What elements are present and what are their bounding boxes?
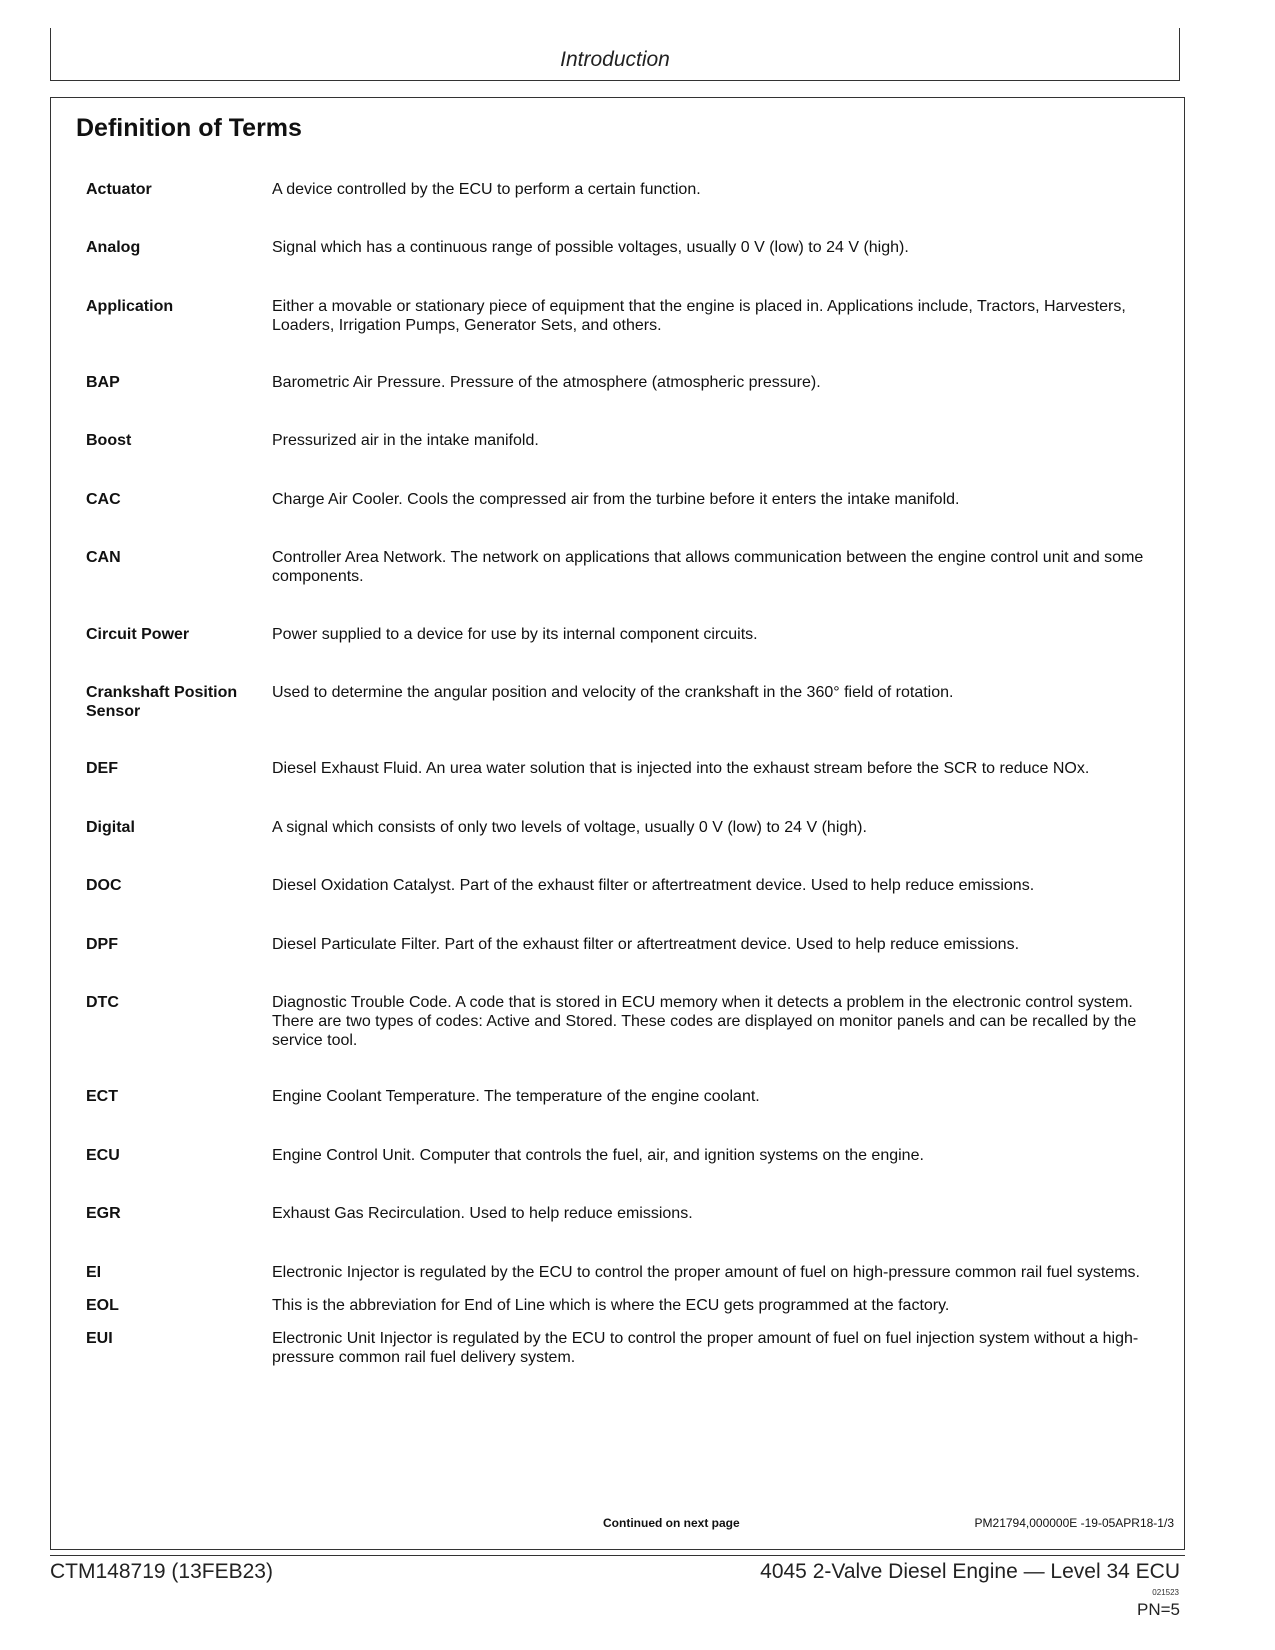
term-label: Analog	[86, 239, 141, 256]
term-label: EGR	[86, 1205, 121, 1222]
term-definition: A signal which consists of only two levels of voltage, usually 0 V (low) to 24 V (high).	[272, 819, 867, 836]
term-label: Actuator	[86, 181, 152, 198]
term-definition: Signal which has a continuous range of possible voltages, usually 0 V (low) to 24 V (high).	[272, 239, 909, 256]
term-definition: Either a movable or stationary piece of equipment that the engine is placed in. Applications include, Tractors, Harvesters, Loaders, Irrigation Pumps, Generator Sets, and others.	[272, 298, 1126, 334]
term-definition: Engine Control Unit. Computer that controls the fuel, air, and ignition systems on the engine.	[272, 1147, 924, 1164]
term-definition: Electronic Unit Injector is regulated by the ECU to control the proper amount of fuel on fuel injection system without a high-pressure common rail fuel delivery system.	[272, 1330, 1139, 1366]
term-definition: Barometric Air Pressure. Pressure of the atmosphere (atmospheric pressure).	[272, 374, 821, 391]
page-number: PN=5	[1137, 1600, 1180, 1619]
term-label: EOL	[86, 1297, 119, 1314]
term-label: BAP	[86, 374, 120, 391]
term-label: DPF	[86, 936, 118, 953]
term-definition: This is the abbreviation for End of Line which is where the ECU gets programmed at the factory.	[272, 1297, 950, 1314]
term-definition: Diesel Oxidation Catalyst. Part of the exhaust filter or aftertreatment device. Used to help reduce emissions.	[272, 877, 1035, 894]
footer-divider	[50, 1555, 1185, 1556]
section-title: Definition of Terms	[76, 114, 302, 142]
manual-number: CTM148719 (13FEB23)	[50, 1560, 273, 1583]
document-reference: PM21794,000000E -19-05APR18-1/3	[974, 1516, 1174, 1530]
term-label: Boost	[86, 432, 132, 449]
term-label: ECT	[86, 1088, 118, 1105]
continued-notice: Continued on next page	[603, 1516, 740, 1530]
term-definition: Exhaust Gas Recirculation. Used to help reduce emissions.	[272, 1205, 693, 1222]
footer-code: 021523	[1152, 1588, 1179, 1597]
term-definition: A device controlled by the ECU to perform a certain function.	[272, 181, 701, 198]
term-definition: Used to determine the angular position and velocity of the crankshaft in the 360° field of rotation.	[272, 684, 954, 701]
term-definition: Charge Air Cooler. Cools the compressed air from the turbine before it enters the intake manifold.	[272, 491, 960, 508]
term-label: DOC	[86, 877, 122, 894]
term-label: DEF	[86, 760, 118, 777]
term-label: Digital	[86, 819, 135, 836]
manual-title: 4045 2-Valve Diesel Engine — Level 34 ECU	[760, 1560, 1180, 1583]
term-definition: Diagnostic Trouble Code. A code that is stored in ECU memory when it detects a problem in the electronic control system. There are two types of codes: Active and Stored. These codes are displayed on monitor panels and can be recalled by the service tool.	[272, 994, 1137, 1049]
term-definition: Pressurized air in the intake manifold.	[272, 432, 539, 449]
term-label: Circuit Power	[86, 626, 190, 643]
header-title: Introduction	[560, 48, 670, 71]
term-definition: Engine Coolant Temperature. The temperature of the engine coolant.	[272, 1088, 760, 1105]
term-definition: Controller Area Network. The network on applications that allows communication between the engine control unit and some components.	[272, 549, 1144, 585]
term-label: DTC	[86, 994, 119, 1011]
term-definition: Diesel Particulate Filter. Part of the exhaust filter or aftertreatment device. Used to help reduce emissions.	[272, 936, 1020, 953]
term-definition: Electronic Injector is regulated by the ECU to control the proper amount of fuel on high-pressure common rail fuel systems.	[272, 1264, 1140, 1281]
running-header	[50, 28, 1180, 81]
term-label: Application	[86, 298, 174, 315]
term-definition: Diesel Exhaust Fluid. An urea water solution that is injected into the exhaust stream before the SCR to reduce NOx.	[272, 760, 1090, 777]
term-label: CAN	[86, 549, 121, 566]
term-label: Crankshaft Position Sensor	[86, 684, 238, 720]
term-label: CAC	[86, 491, 121, 508]
term-label: EI	[86, 1264, 102, 1281]
term-definition: Power supplied to a device for use by its internal component circuits.	[272, 626, 758, 643]
content-frame	[50, 97, 1185, 1550]
term-label: EUI	[86, 1330, 113, 1347]
term-label: ECU	[86, 1147, 120, 1164]
